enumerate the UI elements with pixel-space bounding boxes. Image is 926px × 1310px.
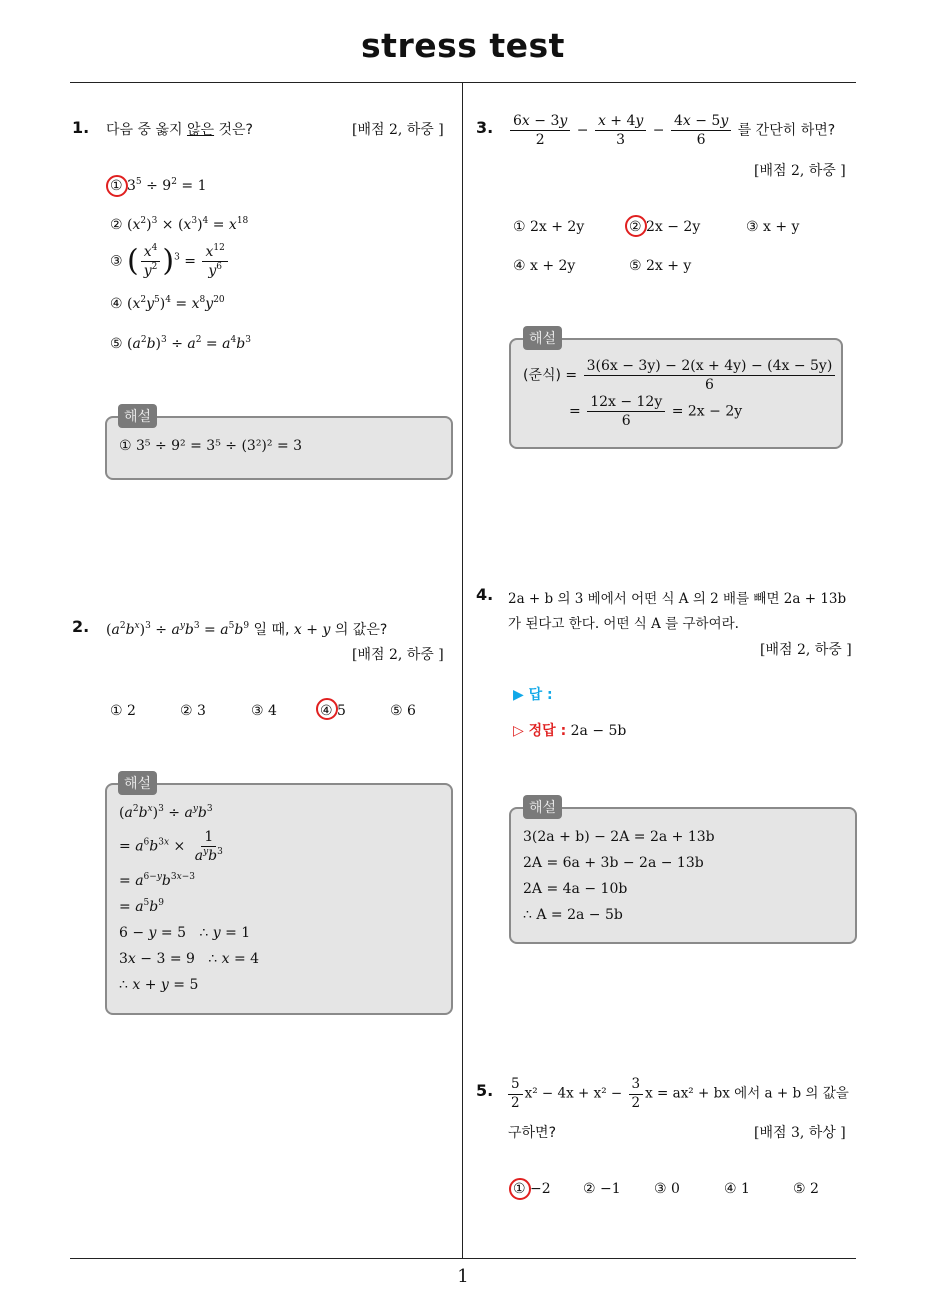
question-stem: $\frac{6x - 3y}{2}$ − $\frac{x + 4y}{3}$ − $\frac{4x - 5y}{6}$ 를 간단히 하면? [508, 113, 835, 148]
question-stem: 다음 중 옳지 않은 것은? [106, 122, 253, 138]
explanation-tag: 해설 [118, 771, 157, 795]
question-number: 5. [476, 1081, 494, 1100]
choice-1[interactable]: ① $3^5 \div 9^2 = 1$ [110, 177, 207, 194]
explanation-line: 6 − y = 5 ∴ y = 1 [119, 925, 251, 941]
question-stem-line: 가 된다고 한다. 어떤 식 A 를 구하여라. [508, 616, 739, 632]
page-number: 1 [457, 1266, 469, 1287]
choice-5[interactable]: ⑤ 2 [793, 1181, 819, 1197]
choice-3[interactable]: ③ 0 [654, 1181, 680, 1197]
explanation-line: ∴ A = 2a − 5b [523, 907, 623, 923]
explanation-tag: 해설 [118, 404, 157, 428]
choice-2[interactable]: ② 3 [180, 703, 206, 719]
explanation-line: (준식) = $\frac{3(6x - 3y) - 2(x + 4y) - (4x - 5y)}{6}$ [523, 358, 837, 393]
choice-1[interactable]: ① −2 [513, 1181, 551, 1197]
choice-4[interactable]: ④ x + 2y [513, 258, 576, 274]
explanation-line: 3x − 3 = 9 ∴ x = 4 [119, 951, 260, 967]
choice-5[interactable]: ⑤ $(a^2b)^3 \div a^2 = a^4b^3$ [110, 335, 251, 352]
correct-answer: ▷ 정답 : 2a − 5b [513, 723, 627, 739]
question-number: 2. [72, 617, 90, 636]
question-number: 1. [72, 118, 90, 137]
explanation-line: 3(2a + b) − 2A = 2a + 13b [523, 829, 715, 845]
answer-label: ▶ 답 : [513, 687, 553, 703]
choice-3[interactable]: ③ ( $\frac{x^4}{y^2}$ )$^3$ = $\frac{x^{12}}{y^6}$ [110, 244, 230, 279]
score-meta: [배점 2, 하중 ] [760, 642, 852, 658]
explanation-tag: 해설 [523, 326, 562, 350]
choice-2[interactable]: ② 2x − 2y [629, 219, 701, 235]
choice-5[interactable]: ⑤ 6 [390, 703, 416, 719]
choice-5[interactable]: ⑤ 2x + y [629, 258, 692, 274]
question-number: 4. [476, 585, 494, 604]
score-meta: [배점 2, 하중 ] [754, 163, 846, 179]
choice-4[interactable]: ④ 1 [724, 1181, 750, 1197]
explanation-line: $(a^2b^x)^3 \div a^yb^3$ [119, 804, 213, 821]
explanation-line: = $\frac{12x - 12y}{6}$ = 2x − 2y [569, 394, 743, 430]
score-meta: [배점 3, 하상 ] [754, 1125, 846, 1141]
explanation-line: ∴ x + y = 5 [119, 977, 199, 993]
explanation-box [509, 807, 857, 944]
choice-2[interactable]: ② −1 [583, 1181, 621, 1197]
question-stem: $(a^2b^x)^3 \div a^yb^3 = a^5b^9$ 일 때, x + y 의 값은? [106, 621, 388, 638]
question-stem-line: 구하면? [508, 1125, 557, 1141]
header-rule [70, 82, 856, 83]
footer-rule [70, 1258, 856, 1259]
question-stem-line: 2a + b 의 3 베에서 어떤 식 A 의 2 배를 빼면 2a + 13b [508, 591, 847, 607]
page-title: stress test [361, 26, 565, 65]
question-number: 3. [476, 118, 494, 137]
choice-1[interactable]: ① 2x + 2y [513, 219, 585, 235]
explanation-tag: 해설 [523, 795, 562, 819]
explanation-box [509, 338, 843, 449]
explanation-box [105, 783, 453, 1015]
choice-4[interactable]: ④ 5 [320, 703, 346, 719]
choice-4[interactable]: ④ $(x^2y^5)^4 = x^8y^{20}$ [110, 295, 225, 312]
explanation-line: 2A = 6a + 3b − 2a − 13b [523, 855, 704, 871]
explanation-line: 2A = 4a − 10b [523, 881, 628, 897]
question-stem: $\frac{5}{2}$ x² − 4x + x² − $\frac{3}{2}$ x = ax² + bx 에서 a + b 의 값을 [506, 1077, 849, 1111]
choice-1[interactable]: ① 2 [110, 703, 136, 719]
explanation-box: ① 3⁵ ÷ 9² = 3⁵ ÷ (3²)² = 3 [105, 416, 453, 480]
explanation-line: = $a^{6-y}b^{3x-3}$ [119, 872, 195, 889]
score-meta: [배점 2, 하중 ] [352, 647, 444, 663]
choice-3[interactable]: ③ 4 [251, 703, 277, 719]
score-meta: [배점 2, 하중 ] [352, 122, 444, 138]
explanation-line: = $a^5b^9$ [119, 898, 164, 915]
choice-2[interactable]: ② $(x^2)^3 \times (x^3)^4 = x^{18}$ [110, 216, 249, 233]
choice-3[interactable]: ③ x + y [746, 219, 800, 235]
explanation-line: = $a^6b^{3x}$ × $\frac{1}{a^yb^3}$ [119, 829, 223, 865]
column-divider [462, 83, 463, 1258]
